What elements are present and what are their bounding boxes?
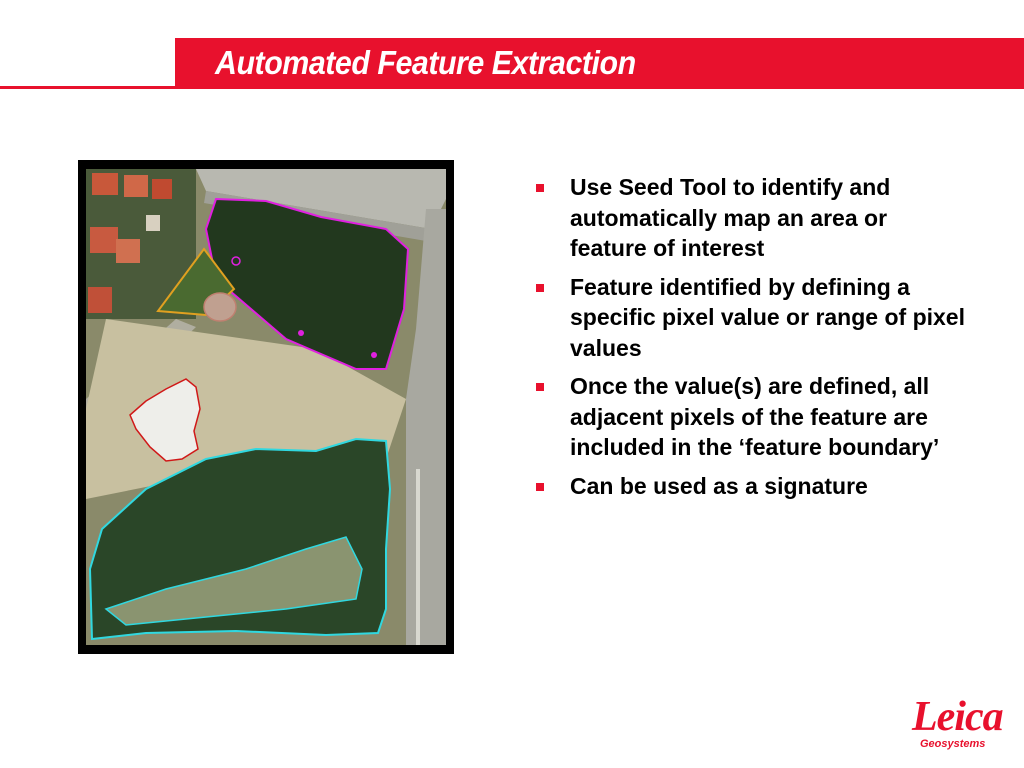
bullet-square-icon (536, 184, 544, 192)
bullet-item (530, 172, 970, 264)
bullet-text: Use Seed Tool to identify and automatically map an area or feature of interest (570, 174, 891, 261)
bullet-item (530, 371, 970, 463)
bullet-text: Feature identified by defining a specific pixel value or range of pixel values (570, 273, 965, 361)
bullet-square-icon (536, 383, 544, 391)
bullet-square-icon (536, 284, 544, 292)
logo-wordmark: Leica (912, 694, 1003, 740)
title-bar (175, 38, 1024, 89)
bullet-square-icon (536, 483, 544, 491)
slide-title: Automated Feature Extraction (215, 44, 636, 81)
bullet-item (530, 272, 970, 364)
title-rule (0, 86, 175, 89)
bullet-text: Can be used as a signature (570, 472, 868, 499)
bullet-text: Once the value(s) are defined, all adjacent pixels of the feature are included in the ‘feature boundary’ (570, 373, 940, 460)
bullet-item (530, 471, 970, 502)
leica-logo (906, 696, 1006, 756)
aerial-image (86, 169, 446, 645)
logo-tagline: Geosystems (920, 738, 986, 750)
bullet-list (530, 172, 970, 509)
aerial-image-frame (78, 160, 454, 654)
